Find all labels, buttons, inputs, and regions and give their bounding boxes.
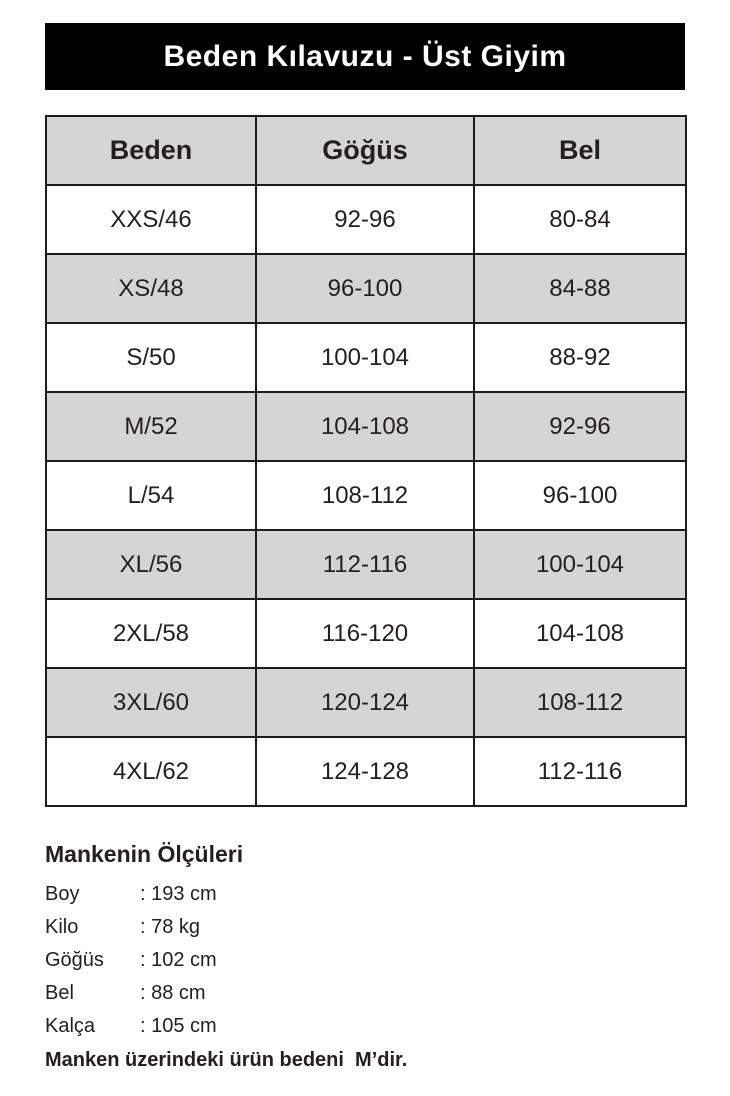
cell-beden: 2XL/58 (46, 599, 256, 668)
measurements-heading: Mankenin Ölçüleri (45, 841, 244, 867)
table-row (46, 461, 686, 530)
table-row (46, 254, 686, 323)
table-row (46, 392, 686, 461)
cell-beden: 3XL/60 (46, 668, 256, 737)
cell-bel: 104-108 (474, 599, 686, 668)
measurement-row (45, 977, 685, 1010)
cell-gogus: 104-108 (256, 392, 474, 461)
measurement-value: : 193 cm (140, 883, 217, 905)
product-size-note: Manken üzerindeki ürün bedeni M’dir. (45, 1049, 408, 1071)
title-bar (45, 23, 685, 90)
column-header-beden: Beden (46, 116, 256, 185)
table-row (46, 530, 686, 599)
cell-bel: 84-88 (474, 254, 686, 323)
cell-gogus: 116-120 (256, 599, 474, 668)
cell-beden: XS/48 (46, 254, 256, 323)
measurement-label: Göğüs (45, 949, 104, 971)
size-table (45, 115, 687, 807)
cell-bel: 100-104 (474, 530, 686, 599)
cell-bel: 96-100 (474, 461, 686, 530)
cell-beden: 4XL/62 (46, 737, 256, 806)
cell-beden: XXS/46 (46, 185, 256, 254)
cell-bel: 112-116 (474, 737, 686, 806)
cell-beden: L/54 (46, 461, 256, 530)
measurement-row (45, 1010, 685, 1043)
table-row (46, 185, 686, 254)
cell-bel: 88-92 (474, 323, 686, 392)
cell-gogus: 92-96 (256, 185, 474, 254)
cell-gogus: 100-104 (256, 323, 474, 392)
column-header-gogus: Göğüs (256, 116, 474, 185)
cell-gogus: 112-116 (256, 530, 474, 599)
cell-beden: M/52 (46, 392, 256, 461)
measurements-section (45, 841, 685, 1072)
page-title: Beden Kılavuzu - Üst Giyim (163, 39, 567, 73)
measurement-row (45, 911, 685, 944)
cell-gogus: 120-124 (256, 668, 474, 737)
measurement-label: Kilo (45, 916, 79, 938)
measurement-value: : 78 kg (140, 916, 201, 938)
cell-bel: 80-84 (474, 185, 686, 254)
measurement-value: : 105 cm (140, 1015, 217, 1037)
cell-gogus: 108-112 (256, 461, 474, 530)
cell-bel: 108-112 (474, 668, 686, 737)
cell-beden: S/50 (46, 323, 256, 392)
measurement-value: : 102 cm (140, 949, 217, 971)
cell-gogus: 96-100 (256, 254, 474, 323)
table-header-row (46, 116, 686, 185)
measurement-label: Bel (45, 982, 74, 1004)
measurement-label: Boy (45, 883, 80, 905)
table-row (46, 737, 686, 806)
measurement-row (45, 878, 685, 911)
measurement-label: Kalça (45, 1015, 96, 1037)
cell-bel: 92-96 (474, 392, 686, 461)
table-row (46, 323, 686, 392)
measurement-row (45, 944, 685, 977)
measurement-value: : 88 cm (140, 982, 206, 1004)
table-row (46, 668, 686, 737)
cell-gogus: 124-128 (256, 737, 474, 806)
cell-beden: XL/56 (46, 530, 256, 599)
column-header-bel: Bel (474, 116, 686, 185)
table-row (46, 599, 686, 668)
